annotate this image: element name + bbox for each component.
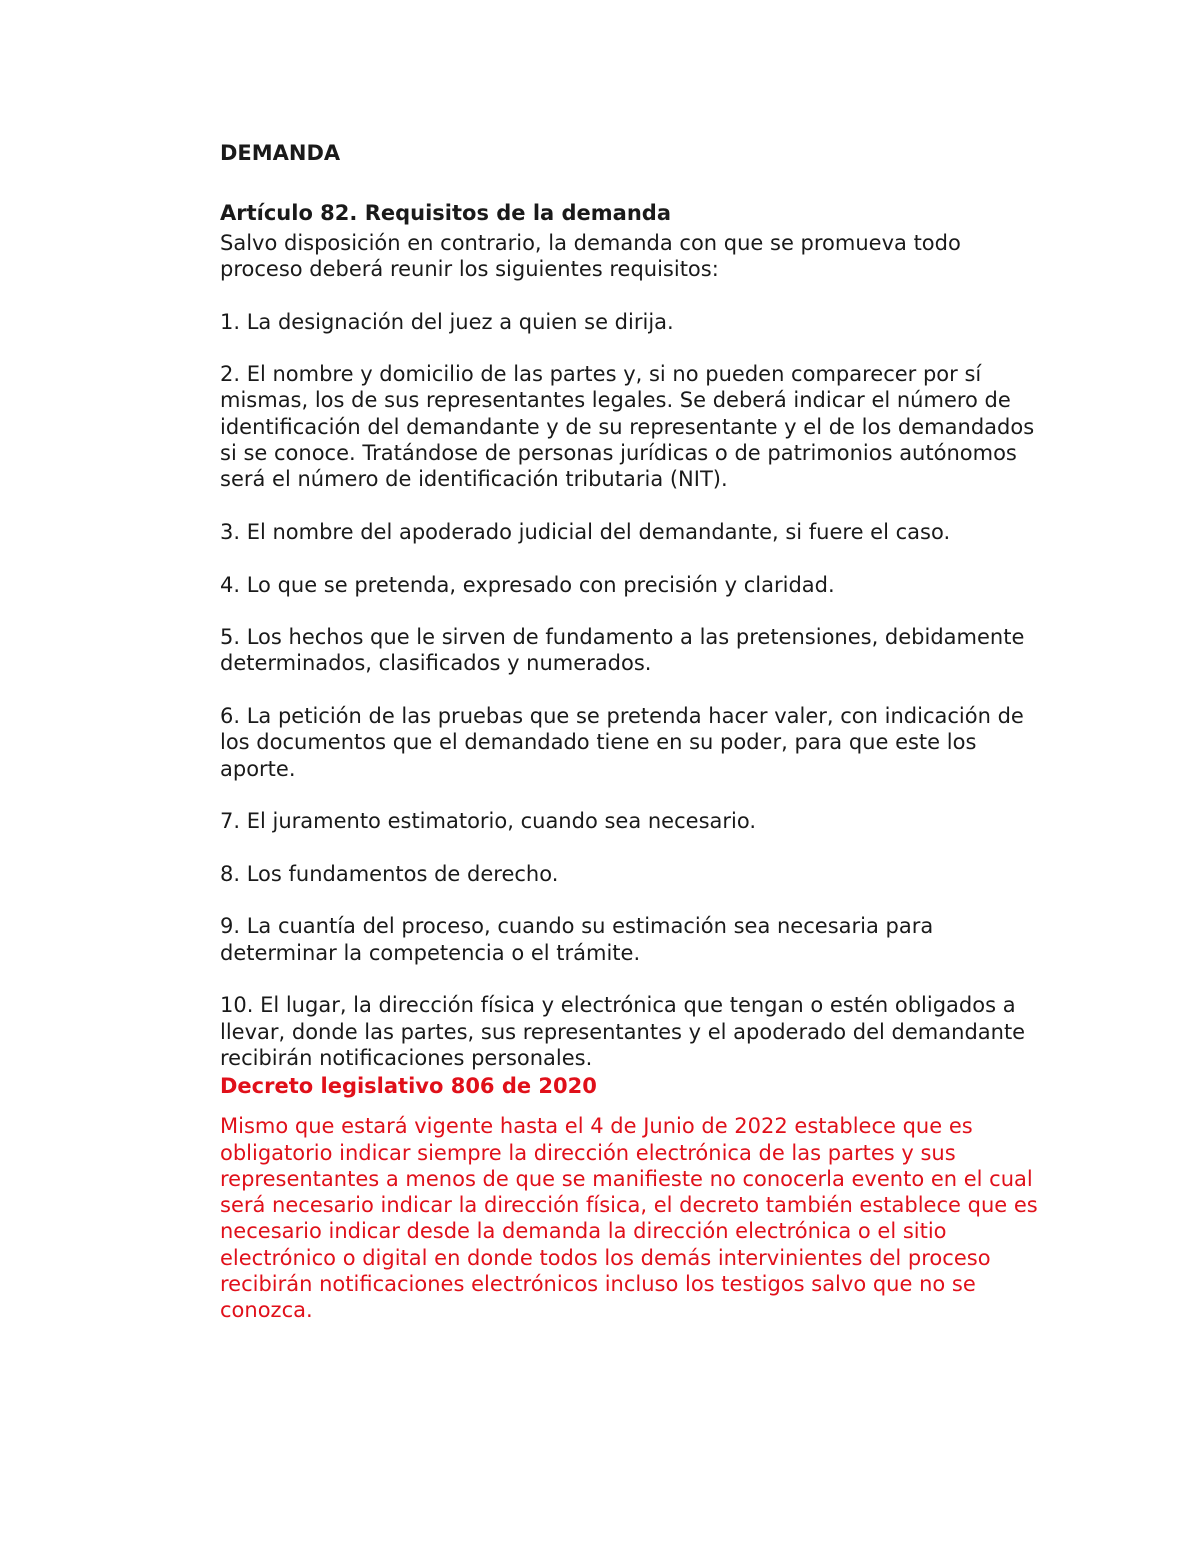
article-title: Artículo 82. Requisitos de la demanda [220,201,672,225]
requirements-list [220,309,1050,1072]
requirement-item: 4. Lo que se pretenda, expresado con precisión y claridad. [220,572,835,597]
decree-title: Decreto legislativo 806 de 2020 [220,1074,597,1099]
requirement-item: 7. El juramento estimatorio, cuando sea necesario. [220,809,757,834]
requirement-item: 6. La petición de las pruebas que se pretenda hacer valer, con indicación de los documentos que el demandado tiene en su poder, para que este los aporte. [220,704,1024,781]
document-page [220,138,1050,1324]
requirement-item: 3. El nombre del apoderado judicial del demandante, si fuere el caso. [220,519,951,544]
requirement-item: 5. Los hechos que le sirven de fundamento a las pretensiones, debidamente determinados, clasificados y numerados. [220,625,1025,676]
article-intro: Salvo disposición en contrario, la demanda con que se promueva todo proceso deberá reunir los siguientes requisitos: [220,231,961,282]
requirement-item: 8. Los fundamentos de derecho. [220,861,559,886]
requirement-item: 9. La cuantía del proceso, cuando su estimación sea necesaria para determinar la competencia o el trámite. [220,914,934,965]
decree-body: Mismo que estará vigente hasta el 4 de Junio de 2022 establece que es obligatorio indicar siempre la dirección electrónica de las partes y sus representantes a menos de que se manifieste no conocerla evento en el cual será necesario indicar la dirección física, el decreto también establece que es necesario indicar desde la demanda la dirección electrónica o el sitio electrónico o digital en donde todos los demás intervinientes del proceso recibirán notificaciones electrónicos incluso los testigos salvo que no se conozca. [220,1114,1038,1323]
requirement-item: 1. La designación del juez a quien se dirija. [220,309,674,334]
requirement-item: 2. El nombre y domicilio de las partes y, si no pueden comparecer por sí mismas, los de sus representantes legales. Se deberá indicar el número de identificación del demandante y de su representante y el de los demandados si se conoce. Tratándose de personas jurídicas o de patrimonios autónomos será el número de identificación tributaria (NIT). [220,362,1035,492]
requirement-item: 10. El lugar, la dirección física y electrónica que tengan o estén obligados a llevar, donde las partes, sus representantes y el apoderado del demandante recibirán notificaciones personales. [220,993,1026,1070]
document-title: DEMANDA [220,141,341,165]
